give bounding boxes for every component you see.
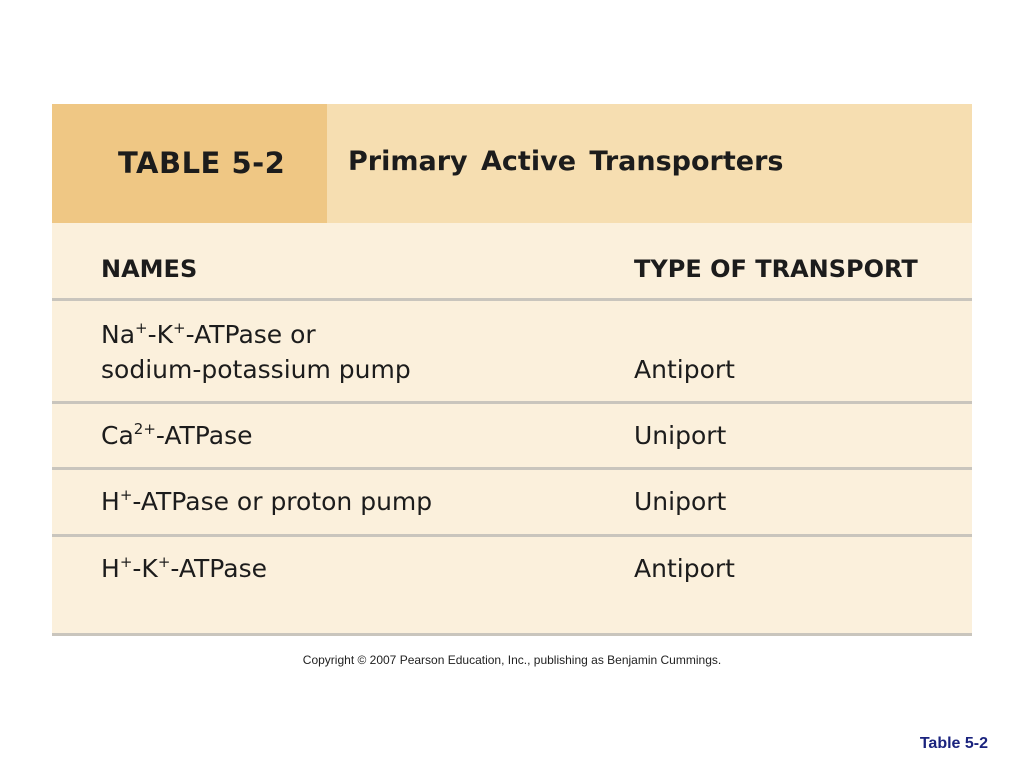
row-3-name: H+-ATPase or proton pump <box>101 486 433 516</box>
header-divider <box>52 298 972 301</box>
slide-label: Table 5-2 <box>919 735 988 752</box>
table-5-2 <box>52 104 972 636</box>
row-1-name-line1: Na+-K+-ATPase or <box>101 319 316 349</box>
row-divider <box>52 534 972 537</box>
row-1-type: Antiport <box>634 355 735 384</box>
row-divider <box>52 401 972 404</box>
column-header-names: NAMES <box>101 255 198 283</box>
row-4-type: Antiport <box>634 554 735 583</box>
copyright-notice: Copyright © 2007 Pearson Education, Inc., publishing as Benjamin Cummings. <box>302 653 722 667</box>
table-title: Primary Active Transporters <box>348 146 784 177</box>
column-header-type: TYPE OF TRANSPORT <box>634 255 918 283</box>
row-4-name: H+-K+-ATPase <box>101 553 267 583</box>
row-divider <box>52 467 972 470</box>
table-number: TABLE 5-2 <box>118 146 286 180</box>
row-2-name: $Ca^{2+}$-ATPase <box>101 420 253 450</box>
row-2-type: Uniport <box>634 421 727 450</box>
row-1-name-line2: sodium-potassium pump <box>101 355 411 384</box>
row-3-type: Uniport <box>634 487 727 516</box>
